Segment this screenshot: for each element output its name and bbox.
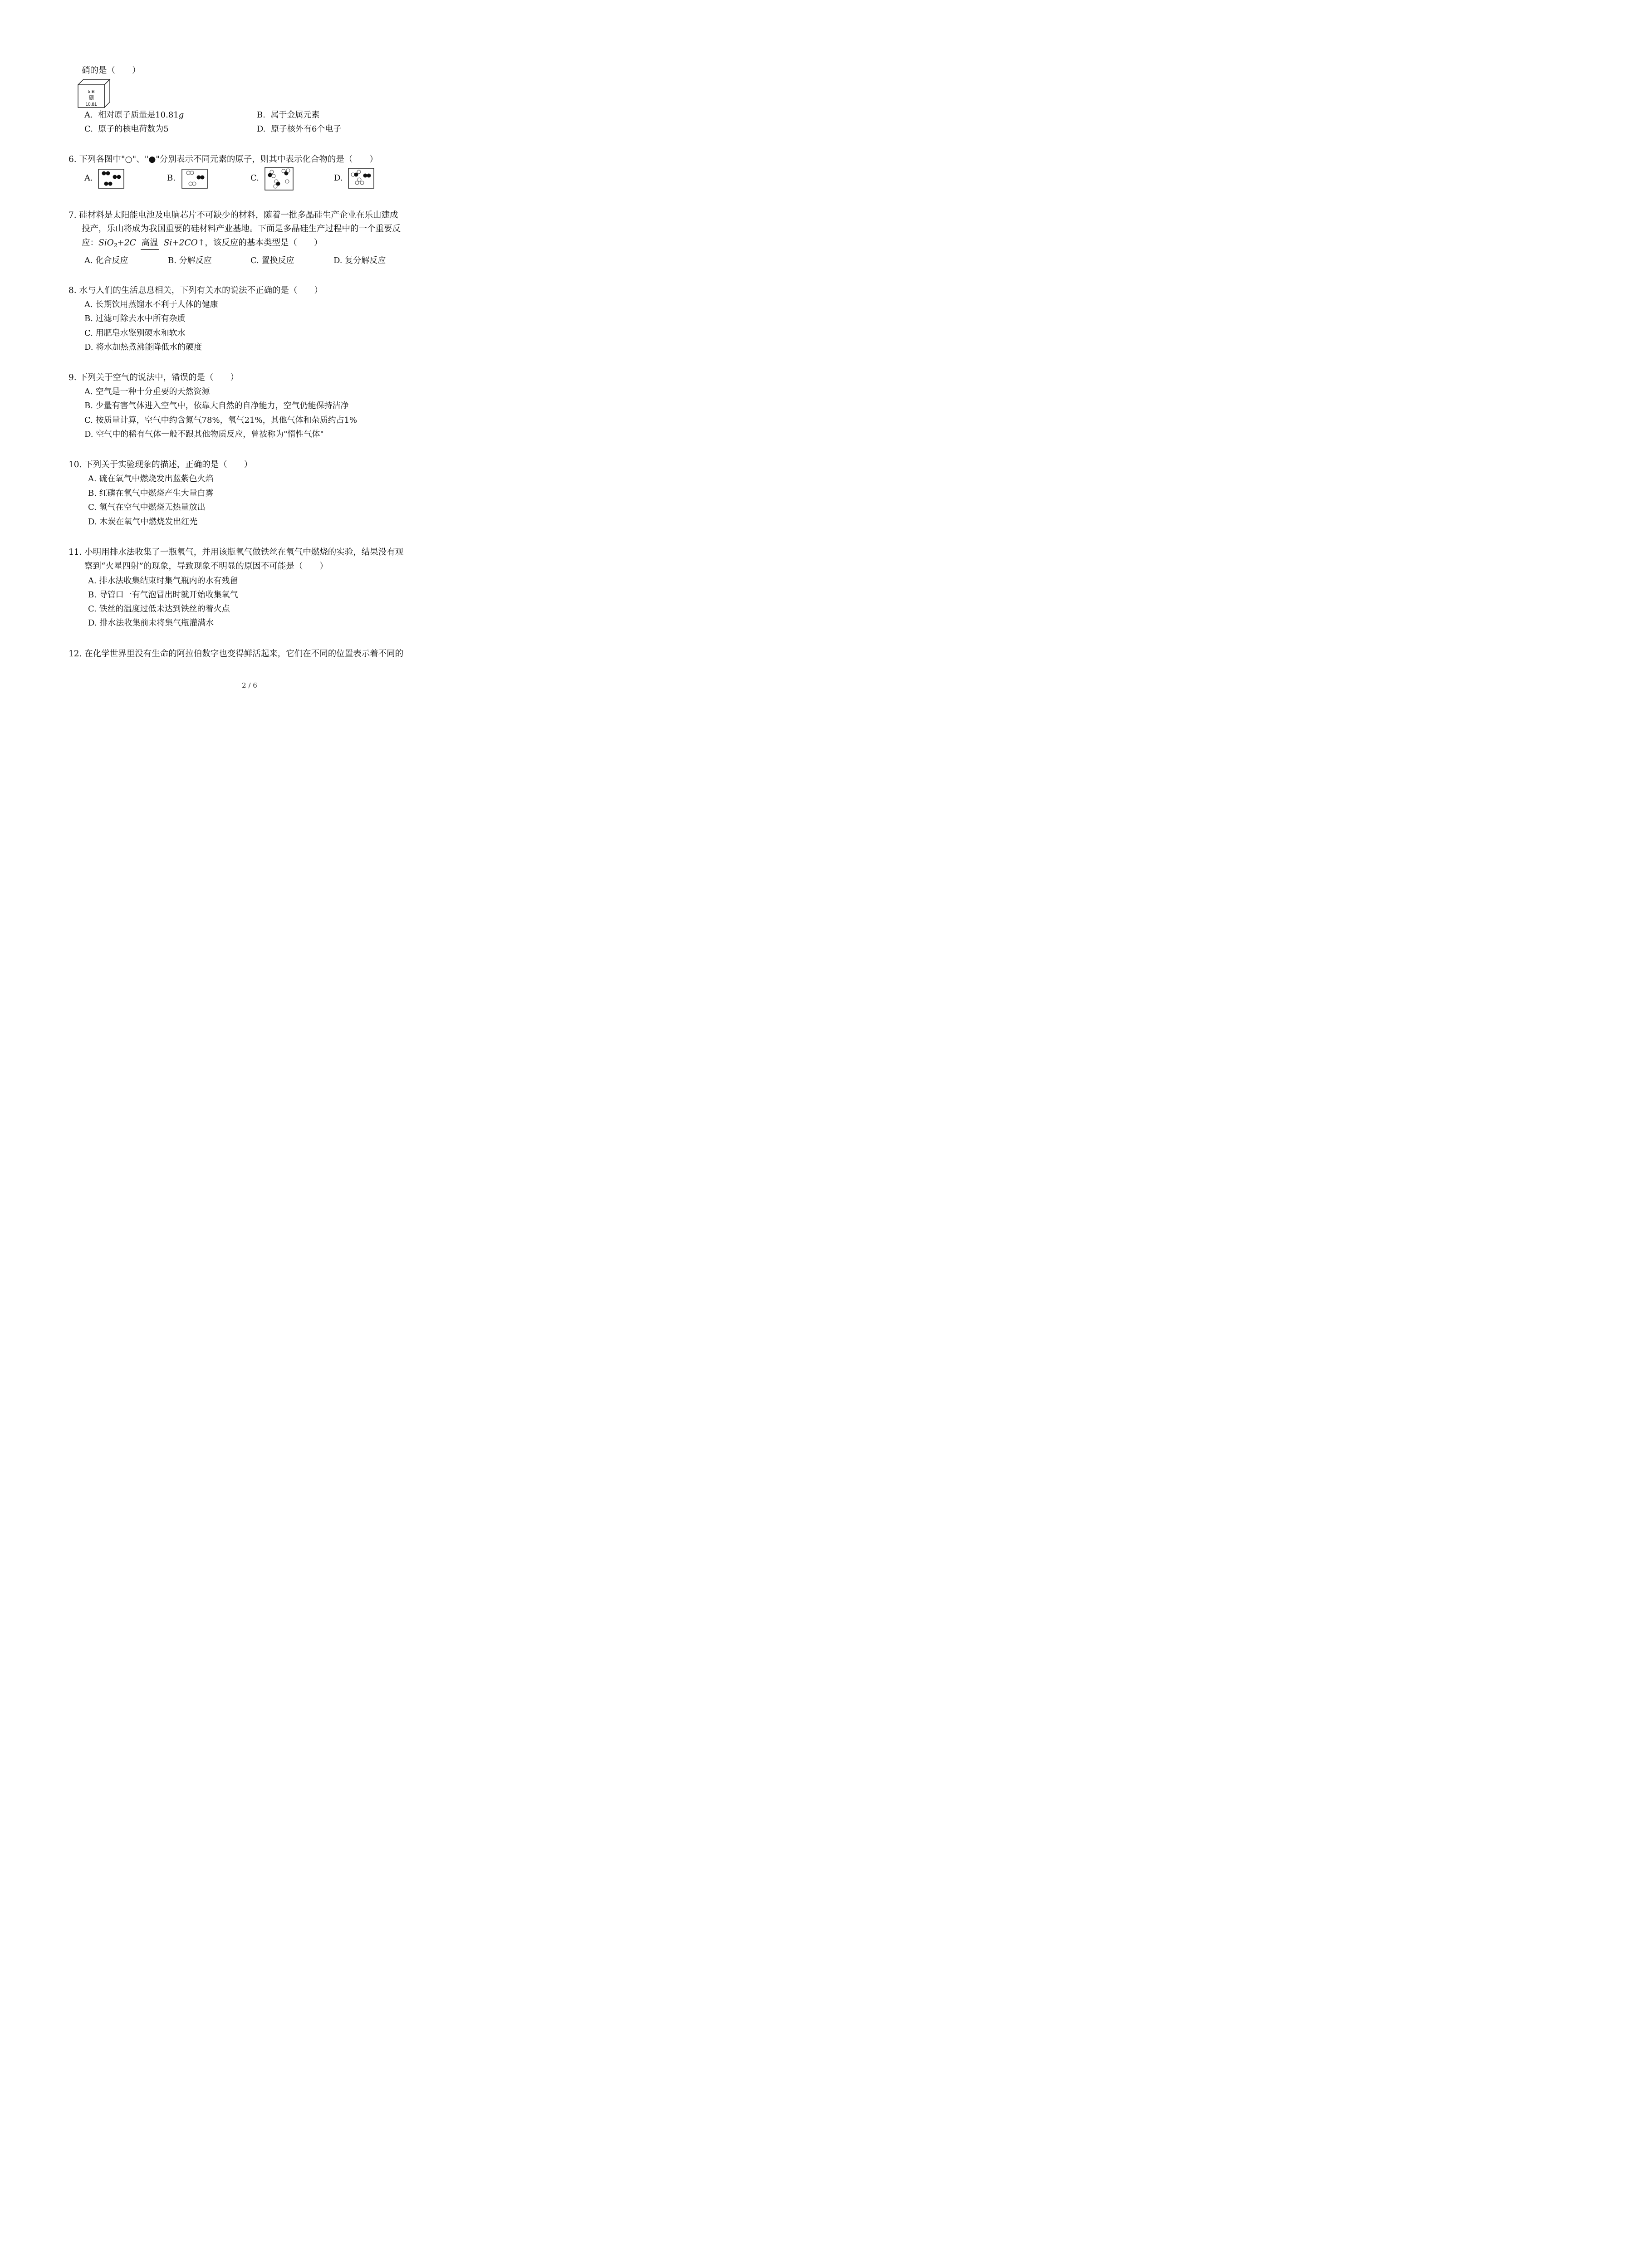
q5-option-b: B. 属于金属元素 bbox=[257, 110, 320, 120]
q5-stem-tail: 硝的是（ ） bbox=[82, 66, 141, 75]
q6-label-c: C. bbox=[250, 173, 259, 183]
q11-option-b: B. 导管口一有气泡冒出时就开始收集氧气 bbox=[88, 590, 238, 600]
q9-option-c: C. 按质量计算，空气中约含氮气78%，氧气21%，其他气体和杂质约占1% bbox=[84, 415, 358, 425]
boron-element-card bbox=[77, 78, 113, 108]
q6-label-a: A. bbox=[84, 173, 93, 183]
q10-option-b: B. 红磷在氧气中燃烧产生大量白雾 bbox=[88, 489, 214, 498]
q8-stem: 8. 水与人们的生活息息相关，下列有关水的说法不正确的是（ ） bbox=[69, 286, 323, 295]
q5-option-c: C. 原子的核电荷数为5 bbox=[84, 124, 169, 134]
q8-option-a: A. 长期饮用蒸馏水不利于人体的健康 bbox=[84, 300, 218, 309]
q11-option-a: A. 排水法收集结束时集气瓶内的水有残留 bbox=[88, 576, 238, 586]
q7-line-2: 投产，乐山将成为我国重要的硅材料产业基地。下面是多晶硅生产过程中的一个重要反 bbox=[82, 224, 401, 234]
q9-option-a: A. 空气是一种十分重要的天然资源 bbox=[84, 387, 210, 396]
q6-stem: 6. 下列各图中"○"、"●"分别表示不同元素的原子，则其中表示化合物的是（ ） bbox=[69, 155, 378, 164]
q10-stem: 10. 下列关于实验现象的描述，正确的是（ ） bbox=[69, 460, 253, 469]
q5-option-a: A. 相对原子质量是10.81g bbox=[84, 110, 184, 120]
q6-label-b: B. bbox=[167, 173, 176, 183]
q6-diagram-b bbox=[181, 169, 208, 189]
q7-option-b: B. 分解反应 bbox=[168, 256, 212, 265]
q6-diagram-d bbox=[348, 168, 374, 189]
q9-option-d: D. 空气中的稀有气体一般不跟其他物质反应，曾被称为"惰性气体" bbox=[84, 430, 324, 439]
q7-line-1: 7. 硅材料是太阳能电池及电脑芯片不可缺少的材料，随着一批多晶硅生产企业在乐山建成 bbox=[69, 210, 398, 220]
q7-option-a: A. 化合反应 bbox=[84, 256, 128, 265]
q11-option-c: C. 铁丝的温度过低未达到铁丝的着火点 bbox=[88, 604, 230, 614]
q11-option-d: D. 排水法收集前未将集气瓶灌满水 bbox=[88, 618, 214, 628]
element-number-symbol: 5 B bbox=[88, 89, 95, 94]
q8-option-d: D. 将水加热煮沸能降低水的硬度 bbox=[84, 342, 202, 352]
q10-option-c: C. 氢气在空气中燃烧无热量放出 bbox=[88, 503, 206, 512]
q6-diagram-a bbox=[98, 169, 124, 189]
equation-product-1: Si bbox=[163, 238, 172, 248]
q6-label-d: D. bbox=[334, 173, 343, 183]
element-name: 硼 bbox=[88, 95, 94, 101]
page-number: 2 / 6 bbox=[242, 681, 257, 689]
q8-option-c: C. 用肥皂水鉴别硬水和软水 bbox=[84, 328, 186, 338]
q10-option-a: A. 硫在氧气中燃烧发出蓝紫色火焰 bbox=[88, 474, 214, 484]
equation-reactant-1: SiO bbox=[98, 238, 114, 248]
equation-product-2: +2CO↑ bbox=[172, 238, 205, 248]
q9-option-b: B. 少量有害气体进入空气中，依靠大自然的自净能力，空气仍能保持洁净 bbox=[84, 401, 349, 411]
q7-option-c: C. 置换反应 bbox=[250, 256, 294, 265]
q12-line-1: 12. 在化学世界里没有生命的阿拉伯数字也变得鲜活起来，它们在不同的位置表示着不同的 bbox=[69, 649, 404, 659]
q8-option-b: B. 过滤可除去水中所有杂质 bbox=[84, 314, 186, 323]
exam-page bbox=[0, 0, 499, 706]
element-mass: 10.81 bbox=[85, 102, 97, 107]
equation-reactant-2: +2C bbox=[117, 238, 136, 248]
q11-line-2: 察到“火星四射”的现象，导致现象不明显的原因不可能是（ ） bbox=[84, 562, 328, 571]
q10-option-d: D. 木炭在氧气中燃烧发出红光 bbox=[88, 517, 198, 527]
equation-condition: 高温 bbox=[141, 237, 159, 250]
q5-option-d: D. 原子核外有6个电子 bbox=[257, 124, 342, 134]
q7-option-d: D. 复分解反应 bbox=[333, 256, 386, 265]
q9-stem: 9. 下列关于空气的说法中，错误的是（ ） bbox=[69, 373, 239, 382]
q11-line-1: 11. 小明用排水法收集了一瓶氧气，并用该瓶氧气做铁丝在氧气中燃烧的实验，结果没有观 bbox=[69, 547, 404, 557]
q7-line-3: 应：SiO$_2$+2C 高温 Si+2CO↑，该反应的基本类型是（ ） bbox=[82, 237, 322, 251]
q6-diagram-c bbox=[265, 167, 294, 191]
